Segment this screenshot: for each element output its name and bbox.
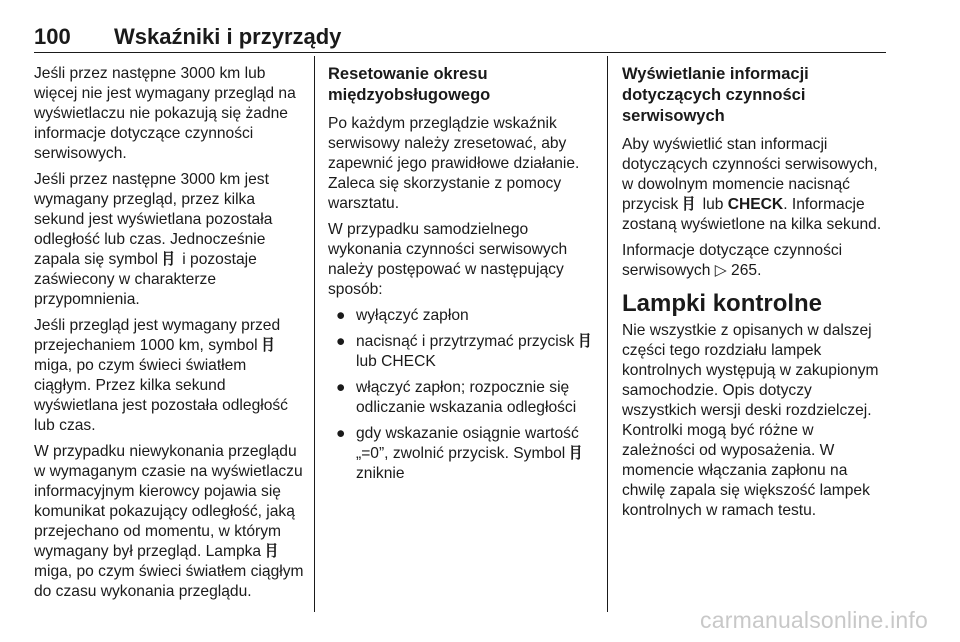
page-number: 100 — [34, 24, 71, 49]
paragraph: Jeśli przegląd jest wymagany przed przejechaniem 1000 km, symbol ⺝ miga, po czym świeci światłem ciągłym. Przez kilka sekund wyświetlana jest pozostała odległość lub czas. — [34, 317, 288, 434]
wrench-icon: ⺝ — [569, 445, 586, 462]
bullet: ● — [336, 333, 346, 350]
wrench-icon: ⺝ — [578, 333, 595, 350]
wrench-icon: ⺝ — [162, 251, 178, 268]
column-left — [34, 64, 304, 608]
column-right — [622, 64, 890, 527]
bullet: ● — [336, 425, 346, 442]
paragraph: Po każdym przeglądzie wskaźnik serwisowy należy zresetować, aby zapewnić jego prawidłowe działanie. Zaleca się skorzystanie z pomocy warsztatu. — [328, 115, 580, 212]
paragraph: Jeśli przez następne 3000 km lub więcej nie jest wymagany przegląd na wyświetlaczu nie pokazują się żadne informacje dotyczące czynności serwisowych. — [34, 65, 296, 162]
list-item: ● włączyć zapłon; rozpocznie się odliczanie wskazania odległości — [336, 379, 577, 416]
bullet: ● — [336, 379, 346, 396]
page-reference-link[interactable]: 265 — [731, 262, 758, 279]
paragraph: W przypadku niewykonania przeglądu w wymaganym czasie na wyświetlaczu informacyjnym kierowcy pojawia się komunikat pokazujący odległość, jaką przejechano od momentu, w którym wymagany był przegląd. Lampka ⺝ miga, po czym świeci światłem ciągłym do czasu wykonania przeglądu. — [34, 443, 304, 600]
paragraph: W przypadku samodzielnego wykonania czynności serwisowych należy postępować w następujący sposób: — [328, 221, 568, 298]
section-heading: Wyświetlanie informacji dotyczących czynności serwisowych — [622, 65, 809, 125]
list-item: ● wyłączyć zapłon — [336, 307, 469, 324]
paragraph: Jeśli przez następne 3000 km jest wymagany przegląd, przez kilka sekund jest wyświetlana pozostała odległość lub czas. Jednocześnie zapala się symbol ⺝ i pozostaje zaświecony w charakterze przypomnienia. — [34, 171, 273, 308]
column-divider — [607, 56, 608, 612]
column-middle — [328, 64, 596, 490]
column-divider — [314, 56, 315, 612]
page-header — [34, 22, 886, 53]
list-item: ● gdy wskazanie osiągnie wartość „=0”, zwolnić przycisk. Symbol ⺝ zniknie — [336, 425, 586, 482]
paragraph: Aby wyświetlić stan informacji dotyczących czynności serwisowych, w dowolnym momencie nacisnąć przycisk ⺝ lub CHECK. Informacje zostaną wyświetlone na kilka sekund. — [622, 136, 882, 233]
wrench-icon: ⺝ — [682, 196, 699, 213]
page-title: Wskaźniki i przyrządy — [114, 24, 342, 49]
bullet: ● — [336, 307, 346, 324]
wrench-icon: ⺝ — [265, 543, 282, 560]
check-button-label: CHECK — [727, 196, 784, 213]
section-heading: Resetowanie okresu międzyobsługowego — [328, 65, 491, 104]
wrench-icon: ⺝ — [261, 337, 278, 354]
paragraph: Informacje dotyczące czynności serwisowych ▷ 265. — [622, 242, 843, 279]
section-title: Lampki kontrolne — [622, 290, 823, 317]
watermark: carmanualsonline.info — [700, 607, 928, 633]
arrow-reference-icon: ▷ — [714, 262, 732, 279]
list-item: ● nacisnąć i przytrzymać przycisk ⺝ lub CHECK — [336, 333, 595, 370]
step-list — [328, 306, 596, 484]
paragraph: Nie wszystkie z opisanych w dalszej części tego rozdziału lampek kontrolnych występują w zakupionym samochodzie. Opis dotyczy wszystkich wersji deski rozdzielczej. Kontrolki mogą być różne w zależności od wyposażenia. W momencie włączania zapłonu na chwilę zapala się większość lampek kontrolnych w ramach testu. — [622, 322, 879, 519]
